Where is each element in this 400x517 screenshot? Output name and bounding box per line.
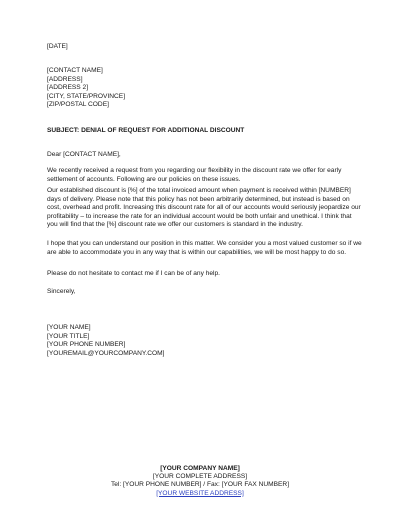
recipient-zip: [ZIP/POSTAL CODE] — [47, 101, 109, 109]
signature-block — [47, 324, 363, 358]
signature-name: [YOUR NAME] — [47, 324, 91, 331]
signature-phone: [YOUR PHONE NUMBER] — [47, 341, 126, 349]
recipient-address-block — [47, 67, 363, 110]
subject-line: SUBJECT: DENIAL OF REQUEST FOR ADDITIONAL DISCOUNT — [47, 127, 245, 134]
footer-phone-fax: Tel: [YOUR PHONE NUMBER] / Fax: [YOUR FAX NUMBER] — [110, 481, 290, 489]
recipient-name: [CONTACT NAME] — [47, 67, 103, 74]
date-text: [DATE] — [47, 43, 68, 50]
signature-email: [YOUREMAIL@YOURCOMPANY.COM] — [47, 349, 165, 357]
signature-title: [YOUR TITLE] — [47, 332, 90, 340]
recipient-address: [ADDRESS] — [47, 75, 83, 83]
body-paragraph-1: We recently received a request from you regarding our flexibility in the discount rate we offer for early settlement of accounts. Following are our policies on these issues. — [47, 167, 342, 183]
body-paragraph-2: Our established discount is [%] of the total invoiced amount when payment is received within [NUMBER] days of delivery. Please note that this policy has not been arbitrarily determined, but instead is based on cost, overhead and profit. Increasing this discount rate for all of our accounts would seriously jeopardize our profitability – to increase the rate for an individual account would be both unfair and unethical. I think that you will find that the [%] discount rate we offer our customers is standard in the industry. — [47, 187, 361, 229]
company-footer — [0, 465, 400, 498]
body-paragraph-4: Please do not hesitate to contact me if I can be of any help. — [47, 270, 221, 277]
footer-company-name: [YOUR COMPANY NAME] — [160, 465, 240, 472]
salutation: Dear [CONTACT NAME], — [47, 151, 121, 158]
body-paragraph-3: I hope that you can understand our position in this matter. We consider you a most valued customer so if we are able to accommodate you in any way that is within our capabilities, we will be most happy to do so. — [47, 240, 362, 256]
closing: Sincerely, — [47, 288, 76, 295]
date-block — [47, 43, 363, 52]
footer-website-row — [0, 490, 400, 498]
recipient-address-2: [ADDRESS 2] — [47, 84, 89, 92]
recipient-city: [CITY, STATE/PROVINCE] — [47, 92, 126, 100]
footer-address: [YOUR COMPLETE ADDRESS] — [152, 473, 248, 481]
footer-website-link[interactable]: [YOUR WEBSITE ADDRESS] — [156, 489, 244, 497]
